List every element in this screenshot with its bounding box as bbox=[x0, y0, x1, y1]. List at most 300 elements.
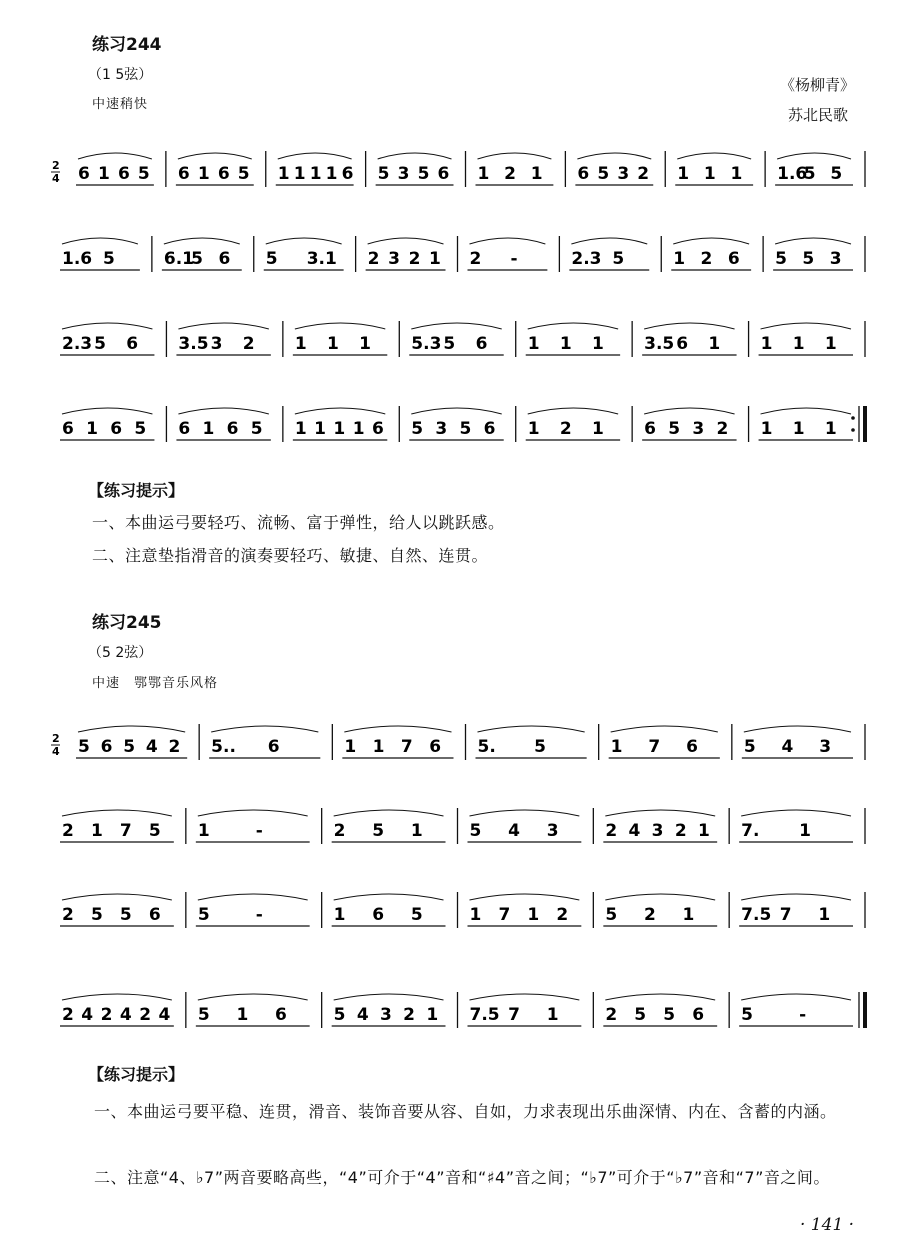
note: 2 bbox=[559, 419, 572, 439]
note: 7 bbox=[119, 821, 132, 841]
note: 1 bbox=[236, 1005, 249, 1025]
note: 1 bbox=[197, 821, 210, 841]
slur bbox=[470, 994, 580, 1000]
note: 1 bbox=[429, 249, 441, 269]
slur bbox=[644, 408, 734, 414]
note: 5. bbox=[477, 737, 496, 757]
measure bbox=[196, 810, 310, 842]
measure bbox=[409, 323, 503, 355]
slur bbox=[470, 894, 580, 900]
measure bbox=[376, 153, 454, 185]
note: 1 bbox=[469, 905, 482, 925]
note: 2 bbox=[637, 164, 650, 184]
slur bbox=[611, 726, 718, 732]
measure bbox=[575, 153, 653, 185]
note: 1 bbox=[610, 737, 623, 757]
note: 1 bbox=[760, 419, 773, 439]
slur bbox=[761, 323, 851, 329]
time-signature bbox=[51, 159, 60, 185]
exercise-244-tempo: 中速稍快 bbox=[92, 97, 149, 112]
note: 7 bbox=[400, 737, 413, 757]
measure bbox=[176, 153, 254, 185]
measure bbox=[293, 323, 387, 355]
slur bbox=[62, 323, 152, 329]
note: 2 bbox=[403, 1005, 416, 1025]
slur bbox=[605, 810, 715, 816]
note: 5 bbox=[148, 821, 161, 841]
note: 5 bbox=[741, 1005, 754, 1025]
note: 1 bbox=[730, 164, 743, 184]
measure bbox=[60, 810, 174, 842]
exercise-244-source-origin: 苏北民歌 bbox=[788, 106, 849, 124]
svg-text:4: 4 bbox=[52, 172, 60, 185]
note: 1 bbox=[426, 1005, 439, 1025]
note: 1 bbox=[682, 905, 695, 925]
note: 5 bbox=[417, 164, 430, 184]
exercise-245-hint-2: 二、注意“4、♭7”两音要略高些，“4”可介于“4”音和“♯4”音之间；“♭7”可介于“♭7”音和“7”音之间。 bbox=[94, 1168, 830, 1187]
note: 4 bbox=[145, 737, 158, 757]
ex244-score-line-4 bbox=[50, 390, 865, 450]
measure bbox=[468, 810, 582, 842]
note: 7 bbox=[508, 1005, 520, 1025]
note: 5.3 bbox=[411, 334, 442, 354]
note: 5 bbox=[137, 164, 150, 184]
measure bbox=[759, 323, 853, 355]
exercise-244-strings: （1 5弦） bbox=[88, 67, 153, 83]
ex244-score-line-3 bbox=[50, 305, 865, 365]
note: 5 bbox=[459, 419, 472, 439]
note: 6 bbox=[177, 164, 190, 184]
repeat-dot bbox=[851, 428, 855, 432]
note: 6 bbox=[372, 905, 385, 925]
slur bbox=[411, 323, 501, 329]
measure bbox=[642, 408, 736, 440]
slur bbox=[378, 153, 452, 159]
note: 1 bbox=[477, 164, 490, 184]
measure bbox=[196, 994, 310, 1026]
slur bbox=[278, 153, 352, 159]
note: 2 bbox=[139, 1005, 152, 1025]
note: 1 bbox=[592, 419, 604, 439]
note: 6 bbox=[676, 334, 689, 354]
note: 6 bbox=[110, 419, 123, 439]
measure bbox=[264, 238, 344, 270]
note: 5 bbox=[597, 164, 610, 184]
note: 3 bbox=[397, 164, 410, 184]
page-number: · 141 · bbox=[800, 1215, 855, 1235]
measure bbox=[775, 153, 853, 185]
note: 1 bbox=[359, 334, 371, 354]
slur bbox=[178, 153, 252, 159]
note: 1.6 bbox=[62, 249, 93, 269]
note: 1 bbox=[673, 249, 686, 269]
measure bbox=[526, 323, 620, 355]
note: 3 bbox=[617, 164, 630, 184]
note: 6 bbox=[217, 164, 230, 184]
note: 1 bbox=[333, 905, 346, 925]
note: 1 bbox=[86, 419, 98, 439]
note: 5 bbox=[102, 249, 115, 269]
slur bbox=[673, 238, 749, 244]
note: 2 bbox=[242, 334, 255, 354]
note: 6 bbox=[429, 737, 442, 757]
note: 6 bbox=[100, 737, 113, 757]
note: 7.5 bbox=[741, 905, 772, 925]
note: 2.3 bbox=[62, 334, 93, 354]
note: 1 bbox=[527, 334, 540, 354]
note: 1 bbox=[352, 419, 365, 439]
note: 5 bbox=[119, 905, 132, 925]
measure bbox=[468, 894, 582, 926]
note: 6 bbox=[148, 905, 161, 925]
measure bbox=[476, 726, 587, 758]
measure bbox=[609, 726, 720, 758]
measure bbox=[76, 153, 154, 185]
measure bbox=[293, 408, 387, 440]
note: 1 bbox=[708, 334, 721, 354]
slur bbox=[777, 153, 851, 159]
exercise-244-title: 练习244 bbox=[92, 35, 162, 55]
slur bbox=[470, 810, 580, 816]
note: 5 bbox=[94, 334, 106, 354]
note: 5 bbox=[802, 249, 815, 269]
slur bbox=[334, 994, 444, 1000]
note: 2 bbox=[100, 1005, 113, 1025]
note: 1 bbox=[97, 164, 110, 184]
measure bbox=[60, 994, 174, 1026]
note: 1 bbox=[293, 164, 306, 184]
note: 3 bbox=[210, 334, 223, 354]
note: 6 bbox=[475, 334, 488, 354]
slur bbox=[344, 726, 451, 732]
ex245-score-line-1 bbox=[50, 708, 865, 768]
note: 6 bbox=[372, 419, 384, 439]
measure bbox=[332, 894, 446, 926]
note: 2 bbox=[605, 1005, 618, 1025]
slur bbox=[178, 323, 268, 329]
note: 1 bbox=[677, 164, 690, 184]
note: 4 bbox=[356, 1005, 369, 1025]
measure bbox=[60, 323, 154, 355]
repeat-dot bbox=[851, 416, 855, 420]
slur bbox=[741, 894, 851, 900]
measure bbox=[739, 894, 853, 926]
note: 6 bbox=[62, 419, 74, 439]
note: 5 bbox=[237, 164, 250, 184]
note: 4 bbox=[508, 821, 520, 841]
measure bbox=[773, 238, 853, 270]
note: 5 bbox=[78, 737, 90, 757]
measure bbox=[671, 238, 751, 270]
note: 6 bbox=[483, 419, 496, 439]
slur bbox=[78, 153, 152, 159]
exercise-244-hint-title: 【练习提示】 bbox=[88, 481, 185, 500]
note: 5 bbox=[134, 419, 147, 439]
note: 6 bbox=[78, 164, 90, 184]
measure bbox=[176, 323, 270, 355]
note: 3.5 bbox=[644, 334, 675, 354]
measure bbox=[209, 726, 320, 758]
note: 1 bbox=[372, 737, 385, 757]
note: 5 bbox=[469, 821, 482, 841]
note: 1 bbox=[530, 164, 543, 184]
slur bbox=[761, 408, 851, 414]
note: 5 bbox=[410, 905, 423, 925]
note: 5 bbox=[775, 249, 787, 269]
slur bbox=[470, 238, 546, 244]
note: 1 bbox=[294, 419, 307, 439]
exercise-245-tempo: 中速 鄂鄂音乐风格 bbox=[92, 676, 219, 691]
slur bbox=[62, 408, 152, 414]
slur bbox=[164, 238, 240, 244]
note: 1 bbox=[325, 164, 338, 184]
note: 1 bbox=[792, 419, 805, 439]
slur bbox=[62, 238, 138, 244]
note: 6 bbox=[341, 164, 354, 184]
slur bbox=[62, 994, 172, 1000]
note: 1 bbox=[546, 1005, 559, 1025]
slur bbox=[741, 994, 851, 1000]
note: 5 bbox=[443, 334, 456, 354]
note: 5 bbox=[372, 821, 385, 841]
note: 1 bbox=[90, 821, 103, 841]
slur bbox=[266, 238, 342, 244]
slur bbox=[605, 894, 715, 900]
note: 5 bbox=[333, 1005, 346, 1025]
measure bbox=[642, 323, 736, 355]
slur bbox=[368, 238, 444, 244]
slur bbox=[741, 810, 851, 816]
slur bbox=[528, 323, 618, 329]
measure bbox=[60, 408, 154, 440]
note: 2 bbox=[62, 821, 74, 841]
measure bbox=[603, 994, 717, 1026]
exercise-245-strings: （5 2弦） bbox=[88, 645, 153, 661]
slur bbox=[198, 994, 308, 1000]
slur bbox=[478, 153, 552, 159]
note: 2 bbox=[408, 249, 421, 269]
note: 4 bbox=[119, 1005, 132, 1025]
measure bbox=[342, 726, 453, 758]
measure bbox=[468, 238, 548, 270]
slur bbox=[295, 408, 385, 414]
note: 1 bbox=[760, 334, 773, 354]
note: 2 bbox=[62, 1005, 74, 1025]
note: 1 bbox=[527, 905, 540, 925]
exercise-244-hint-1: 一、本曲运弓要轻巧、流畅、富于弹性，给人以跳跃感。 bbox=[92, 513, 505, 532]
slur bbox=[577, 153, 651, 159]
note: 7 bbox=[498, 905, 511, 925]
note: 3 bbox=[819, 737, 832, 757]
note: 2 bbox=[674, 821, 687, 841]
note: 6 bbox=[727, 249, 740, 269]
note: 6 bbox=[692, 1005, 705, 1025]
note: 1 bbox=[327, 334, 339, 354]
note: 4 bbox=[81, 1005, 94, 1025]
measure bbox=[675, 153, 753, 185]
note: 1 bbox=[703, 164, 716, 184]
note: 5 bbox=[377, 164, 390, 184]
note: 1 bbox=[824, 419, 837, 439]
note: 6 bbox=[267, 737, 280, 757]
note: 6 bbox=[226, 419, 239, 439]
svg-text:4: 4 bbox=[52, 745, 60, 758]
slur bbox=[411, 408, 501, 414]
note: 5 bbox=[605, 905, 618, 925]
measure bbox=[759, 408, 853, 440]
exercise-245-hint-title: 【练习提示】 bbox=[88, 1065, 185, 1084]
note: 5 bbox=[634, 1005, 647, 1025]
note: 1 bbox=[344, 737, 357, 757]
ex244-score-line-2 bbox=[50, 220, 865, 280]
measure bbox=[332, 810, 446, 842]
note: 3.1 bbox=[306, 249, 337, 269]
note: 6 bbox=[437, 164, 450, 184]
note: 1 bbox=[824, 334, 837, 354]
note: 3 bbox=[692, 419, 705, 439]
note: 1 bbox=[314, 419, 326, 439]
note: 6 bbox=[218, 249, 231, 269]
note: 2 bbox=[62, 905, 74, 925]
svg-text:2: 2 bbox=[52, 732, 60, 745]
ex245-score-line-4 bbox=[50, 976, 865, 1036]
measure bbox=[162, 238, 242, 270]
note: 1 bbox=[410, 821, 423, 841]
note: 1 bbox=[197, 164, 210, 184]
note: 1 bbox=[792, 334, 805, 354]
note: 5 bbox=[534, 737, 546, 757]
measure bbox=[76, 726, 187, 758]
note: 6 bbox=[178, 419, 191, 439]
slur bbox=[78, 726, 185, 732]
note: 1 bbox=[202, 419, 215, 439]
slur bbox=[62, 894, 172, 900]
measure bbox=[739, 994, 853, 1026]
note: 6 bbox=[686, 737, 698, 757]
note: 5 bbox=[197, 1005, 210, 1025]
measure bbox=[468, 994, 582, 1026]
measure bbox=[569, 238, 649, 270]
note: 5 bbox=[250, 419, 263, 439]
measure bbox=[332, 994, 446, 1026]
svg-text:2: 2 bbox=[52, 159, 60, 172]
exercise-244-source-title: 《杨柳青》 bbox=[780, 76, 856, 94]
note: 7. bbox=[741, 821, 760, 841]
note: 2 bbox=[333, 821, 346, 841]
note: 1 bbox=[818, 905, 831, 925]
slur bbox=[178, 408, 268, 414]
note: 5 bbox=[265, 249, 278, 269]
note: 7.5 bbox=[469, 1005, 500, 1025]
measure bbox=[409, 408, 503, 440]
note: 1.6 bbox=[777, 164, 808, 184]
measure bbox=[526, 408, 620, 440]
slur bbox=[334, 810, 444, 816]
slur bbox=[198, 810, 308, 816]
note: 3 bbox=[546, 821, 559, 841]
note: 1 bbox=[799, 821, 811, 841]
note: 1 bbox=[333, 419, 346, 439]
note: - bbox=[255, 821, 263, 841]
note: 1 bbox=[592, 334, 604, 354]
measure bbox=[196, 894, 310, 926]
note: 5.. bbox=[211, 737, 236, 757]
note: 6 bbox=[126, 334, 139, 354]
slur bbox=[334, 894, 444, 900]
note: 5 bbox=[663, 1005, 676, 1025]
note: 6 bbox=[577, 164, 590, 184]
slur bbox=[677, 153, 751, 159]
exercise-245-hint-1: 一、本曲运弓要平稳、连贯，滑音、装饰音要从容、自如，力求表现出乐曲深情、内在、含蓄的内涵。 bbox=[94, 1102, 837, 1121]
note: 5 bbox=[411, 419, 424, 439]
note: 1 bbox=[527, 419, 540, 439]
note: 2 bbox=[643, 905, 656, 925]
measure bbox=[60, 894, 174, 926]
note: 5 bbox=[668, 419, 681, 439]
note: 3 bbox=[380, 1005, 392, 1025]
slur bbox=[744, 726, 851, 732]
note: 2.3 bbox=[571, 249, 602, 269]
note: 5 bbox=[197, 905, 210, 925]
note: 2 bbox=[367, 249, 380, 269]
note: 5 bbox=[90, 905, 103, 925]
note: 2 bbox=[168, 737, 181, 757]
note: 6 bbox=[117, 164, 130, 184]
slur bbox=[571, 238, 647, 244]
note: 6.1 bbox=[163, 249, 194, 269]
measure bbox=[366, 238, 446, 270]
note: 2 bbox=[556, 905, 569, 925]
note: 5 bbox=[123, 737, 136, 757]
slur bbox=[478, 726, 585, 732]
note: 2 bbox=[700, 249, 713, 269]
slur bbox=[775, 238, 851, 244]
note: 6 bbox=[644, 419, 656, 439]
note: 1 bbox=[559, 334, 572, 354]
measure bbox=[603, 810, 717, 842]
note: - bbox=[510, 249, 518, 269]
note: 1 bbox=[698, 821, 710, 841]
note: 4 bbox=[628, 821, 641, 841]
note: 4 bbox=[158, 1005, 171, 1025]
ex245-score-line-2 bbox=[50, 792, 865, 852]
slur bbox=[295, 323, 385, 329]
measure bbox=[276, 153, 354, 185]
measure bbox=[60, 238, 140, 270]
slur bbox=[62, 810, 172, 816]
note: - bbox=[799, 1005, 807, 1025]
note: 6 bbox=[275, 1005, 287, 1025]
note: 3 bbox=[829, 249, 842, 269]
slur bbox=[528, 408, 618, 414]
measure bbox=[739, 810, 853, 842]
note: 3 bbox=[388, 249, 400, 269]
note: 2 bbox=[504, 164, 516, 184]
note: 3.5 bbox=[178, 334, 209, 354]
slur bbox=[644, 323, 734, 329]
note: 5 bbox=[743, 737, 756, 757]
slur bbox=[211, 726, 318, 732]
note: 5 bbox=[191, 249, 204, 269]
note: 4 bbox=[781, 737, 794, 757]
note: 1 bbox=[294, 334, 307, 354]
ex245-score-line-3 bbox=[50, 876, 865, 936]
note: 2 bbox=[716, 419, 729, 439]
note: - bbox=[255, 905, 263, 925]
note: 5 bbox=[612, 249, 625, 269]
note: 2 bbox=[469, 249, 482, 269]
note: 7 bbox=[648, 737, 661, 757]
